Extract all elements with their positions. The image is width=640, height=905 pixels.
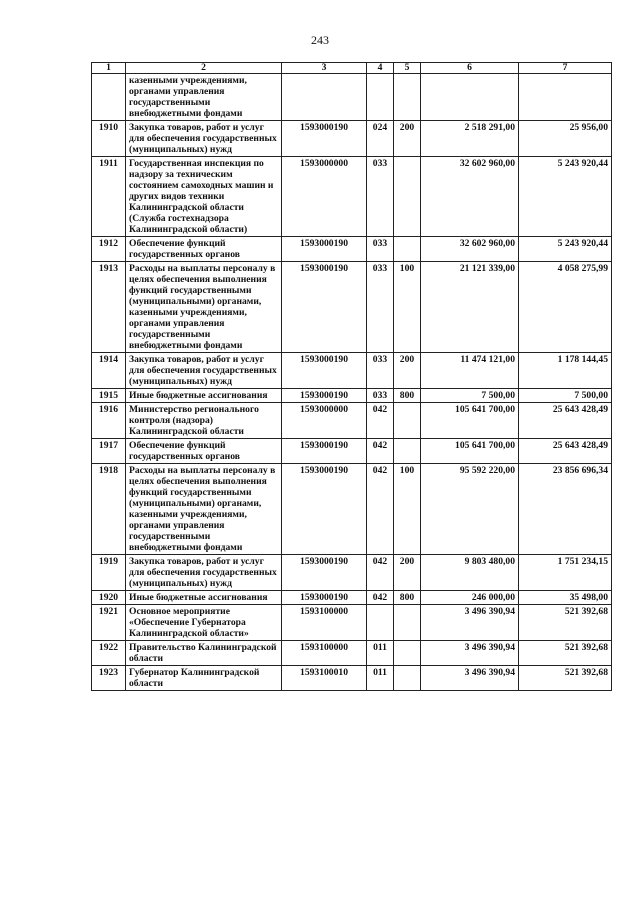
row-chief-code: 042 (367, 403, 394, 439)
table-row (92, 641, 612, 666)
row-expense-type (394, 439, 421, 464)
row-amount-actual: 25 643 428,49 (519, 403, 612, 439)
row-chief-code: 042 (367, 464, 394, 555)
row-target-code: 1593000000 (282, 157, 367, 237)
row-amount-actual: 521 392,68 (519, 605, 612, 641)
row-name: Иные бюджетные ассигнования (126, 389, 282, 403)
row-expense-type: 200 (394, 555, 421, 591)
header-cell: 1 (92, 63, 126, 74)
header-cell: 5 (394, 63, 421, 74)
row-chief-code: 024 (367, 121, 394, 157)
row-name: Министерство регионального контроля (надзора) Калининградской области (126, 403, 282, 439)
row-chief-code: 042 (367, 439, 394, 464)
table-body (92, 74, 612, 691)
row-expense-type (394, 605, 421, 641)
row-chief-code: 033 (367, 157, 394, 237)
row-amount-plan: 7 500,00 (421, 389, 519, 403)
row-name: Закупка товаров, работ и услуг для обеспечения государственных (муниципальных) нужд (126, 555, 282, 591)
row-amount-plan: 32 602 960,00 (421, 237, 519, 262)
row-number: 1919 (92, 555, 126, 591)
row-expense-type: 100 (394, 262, 421, 353)
row-chief-code: 042 (367, 555, 394, 591)
row-name: Закупка товаров, работ и услуг для обеспечения государственных (муниципальных) нужд (126, 353, 282, 389)
row-expense-type: 200 (394, 353, 421, 389)
row-number: 1920 (92, 591, 126, 605)
row-number: 1918 (92, 464, 126, 555)
table-row (92, 262, 612, 353)
row-amount-plan: 95 592 220,00 (421, 464, 519, 555)
row-amount-actual: 4 058 275,99 (519, 262, 612, 353)
row-target-code: 1593100010 (282, 666, 367, 691)
row-number: 1910 (92, 121, 126, 157)
table-row (92, 591, 612, 605)
row-name: казенными учреждениями, органами управления государственными внебюджетными фондами (126, 74, 282, 121)
row-name: Губернатор Калининградской области (126, 666, 282, 691)
row-number: 1916 (92, 403, 126, 439)
row-chief-code: 011 (367, 641, 394, 666)
row-expense-type (394, 157, 421, 237)
row-amount-plan: 3 496 390,94 (421, 666, 519, 691)
row-number: 1911 (92, 157, 126, 237)
header-row (92, 63, 612, 74)
page-number: 243 (311, 33, 329, 47)
row-number: 1913 (92, 262, 126, 353)
row-amount-plan: 9 803 480,00 (421, 555, 519, 591)
budget-table (91, 62, 612, 691)
row-chief-code: 011 (367, 666, 394, 691)
row-chief-code: 033 (367, 237, 394, 262)
row-target-code: 1593000190 (282, 591, 367, 605)
row-name: Обеспечение функций государственных органов (126, 237, 282, 262)
row-name: Расходы на выплаты персоналу в целях обеспечения выполнения функций государственными (муниципальными) органами, казенными учреждениями, органами управления государственными внебюджетными фондами (126, 262, 282, 353)
row-amount-actual: 23 856 696,34 (519, 464, 612, 555)
row-target-code: 1593000190 (282, 555, 367, 591)
row-number: 1912 (92, 237, 126, 262)
row-amount-plan: 246 000,00 (421, 591, 519, 605)
row-expense-type (394, 641, 421, 666)
row-amount-plan: 3 496 390,94 (421, 641, 519, 666)
row-name: Обеспечение функций государственных органов (126, 439, 282, 464)
row-name: Государственная инспекция по надзору за техническим состоянием самоходных машин и других видов техники Калининградской области (Служба гостехнадзора Калининградской области) (126, 157, 282, 237)
row-amount-plan: 21 121 339,00 (421, 262, 519, 353)
row-amount-actual: 521 392,68 (519, 666, 612, 691)
row-amount-actual: 1 751 234,15 (519, 555, 612, 591)
table-row (92, 157, 612, 237)
row-name: Правительство Калининградской области (126, 641, 282, 666)
table-row (92, 439, 612, 464)
row-number: 1915 (92, 389, 126, 403)
row-amount-actual: 25 956,00 (519, 121, 612, 157)
row-number: 1922 (92, 641, 126, 666)
header-cell: 6 (421, 63, 519, 74)
row-amount-plan: 11 474 121,00 (421, 353, 519, 389)
row-amount-plan: 105 641 700,00 (421, 439, 519, 464)
row-chief-code (367, 605, 394, 641)
row-number: 1921 (92, 605, 126, 641)
row-chief-code: 033 (367, 262, 394, 353)
row-expense-type: 200 (394, 121, 421, 157)
table-row (92, 74, 612, 121)
row-target-code: 1593000190 (282, 237, 367, 262)
header-cell: 3 (282, 63, 367, 74)
row-amount-actual: 35 498,00 (519, 591, 612, 605)
row-target-code (282, 74, 367, 121)
row-target-code: 1593000190 (282, 121, 367, 157)
row-amount-plan: 2 518 291,00 (421, 121, 519, 157)
row-number (92, 74, 126, 121)
row-name: Расходы на выплаты персоналу в целях обеспечения выполнения функций государственными (муниципальными) органами, казенными учреждениями, органами управления государственными внебюджетными фондами (126, 464, 282, 555)
row-amount-actual: 521 392,68 (519, 641, 612, 666)
row-name: Иные бюджетные ассигнования (126, 591, 282, 605)
row-target-code: 1593000000 (282, 403, 367, 439)
row-amount-plan: 32 602 960,00 (421, 157, 519, 237)
row-expense-type (394, 74, 421, 121)
row-chief-code: 033 (367, 353, 394, 389)
row-name: Основное мероприятие «Обеспечение Губернатора Калининградской области» (126, 605, 282, 641)
row-number: 1923 (92, 666, 126, 691)
table-row (92, 555, 612, 591)
table-row (92, 464, 612, 555)
table-row (92, 605, 612, 641)
row-number: 1914 (92, 353, 126, 389)
row-target-code: 1593100000 (282, 605, 367, 641)
row-chief-code: 042 (367, 591, 394, 605)
row-amount-plan (421, 74, 519, 121)
row-chief-code: 033 (367, 389, 394, 403)
row-amount-plan: 105 641 700,00 (421, 403, 519, 439)
row-amount-actual: 7 500,00 (519, 389, 612, 403)
row-amount-actual: 5 243 920,44 (519, 157, 612, 237)
table-row (92, 237, 612, 262)
row-target-code: 1593000190 (282, 262, 367, 353)
table-row (92, 121, 612, 157)
row-expense-type: 800 (394, 591, 421, 605)
table-row (92, 403, 612, 439)
table-row (92, 389, 612, 403)
table-row (92, 666, 612, 691)
row-amount-actual (519, 74, 612, 121)
row-target-code: 1593100000 (282, 641, 367, 666)
row-amount-plan: 3 496 390,94 (421, 605, 519, 641)
row-amount-actual: 1 178 144,45 (519, 353, 612, 389)
header-cell: 2 (126, 63, 282, 74)
row-expense-type (394, 237, 421, 262)
row-target-code: 1593000190 (282, 353, 367, 389)
row-expense-type: 100 (394, 464, 421, 555)
row-amount-actual: 25 643 428,49 (519, 439, 612, 464)
header-cell: 7 (519, 63, 612, 74)
row-expense-type (394, 403, 421, 439)
row-target-code: 1593000190 (282, 439, 367, 464)
row-number: 1917 (92, 439, 126, 464)
table-row (92, 353, 612, 389)
row-chief-code (367, 74, 394, 121)
row-name: Закупка товаров, работ и услуг для обеспечения государственных (муниципальных) нужд (126, 121, 282, 157)
row-expense-type (394, 666, 421, 691)
header-cell: 4 (367, 63, 394, 74)
row-expense-type: 800 (394, 389, 421, 403)
row-amount-actual: 5 243 920,44 (519, 237, 612, 262)
row-target-code: 1593000190 (282, 464, 367, 555)
row-target-code: 1593000190 (282, 389, 367, 403)
